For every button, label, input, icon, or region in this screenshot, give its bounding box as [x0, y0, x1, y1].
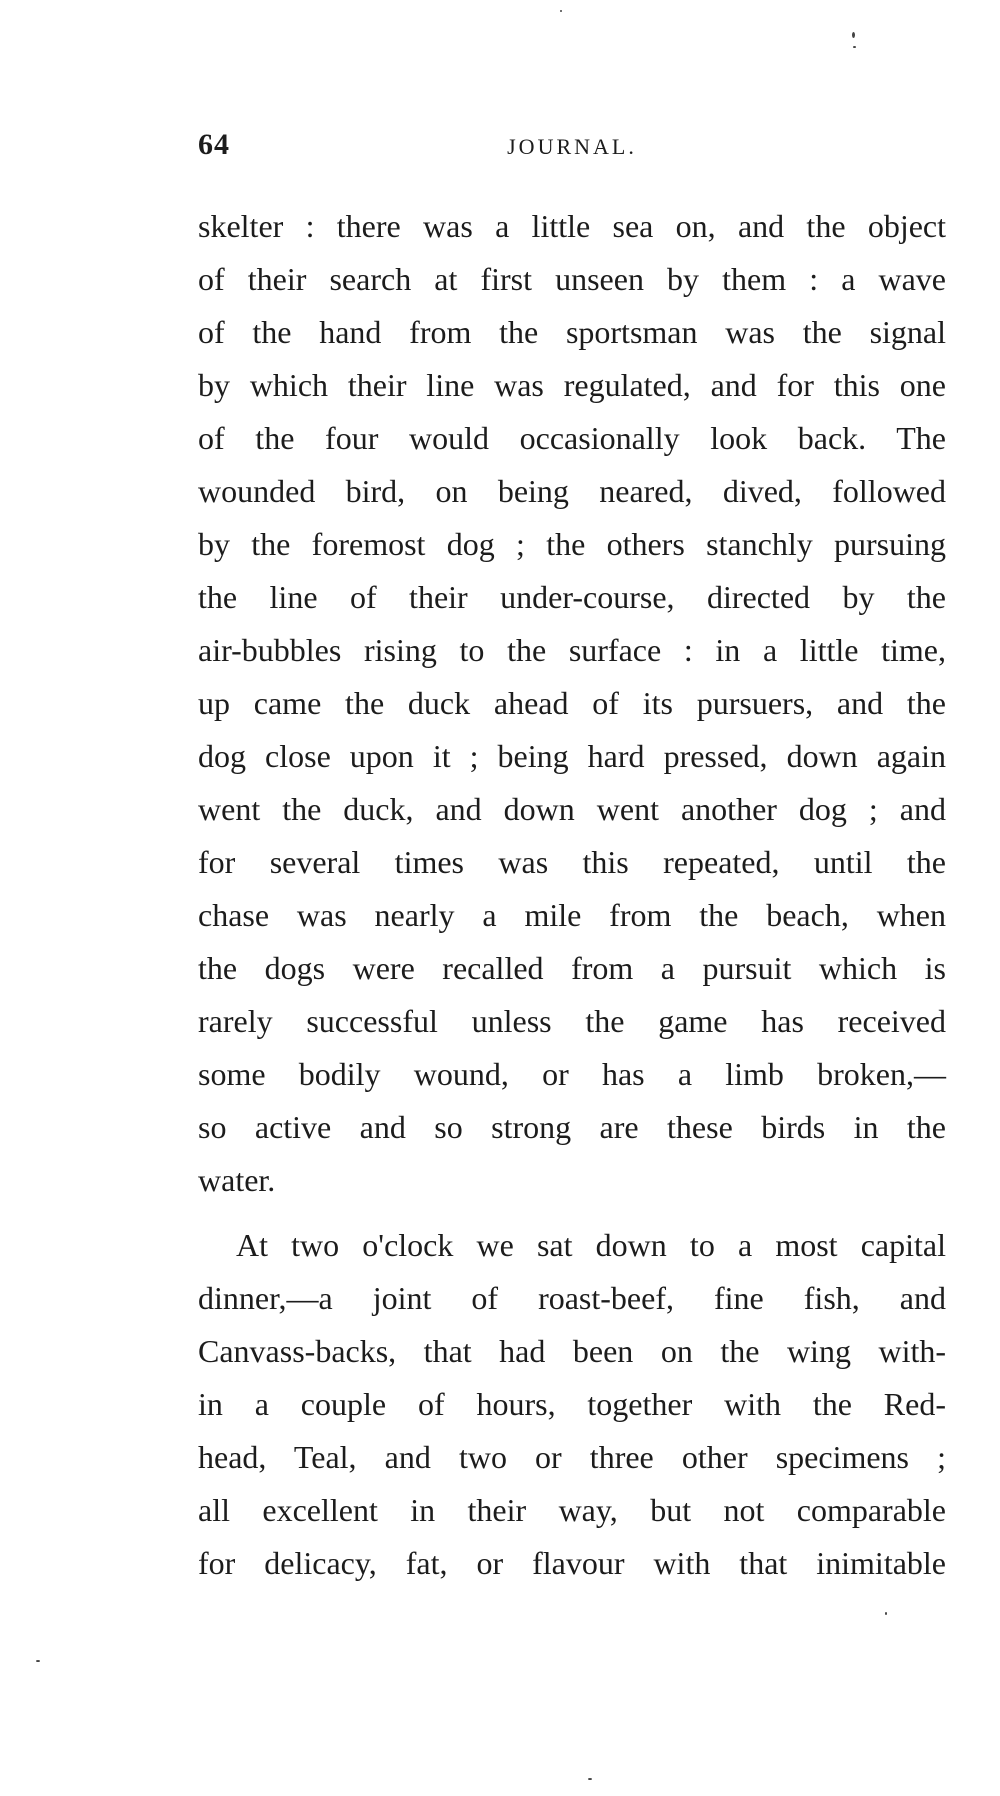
scan-speck	[588, 1778, 592, 1780]
text-line: At two o'clock we sat down to a most capital	[236, 1227, 946, 1263]
text-line: chase was nearly a mile from the beach, when	[198, 897, 946, 933]
scan-speck	[36, 1660, 40, 1662]
paragraph-2	[198, 1219, 946, 1590]
paragraph-1	[198, 200, 946, 1207]
text-line: by which their line was regulated, and for this one	[198, 367, 946, 403]
text-line: in a couple of hours, together with the Red-	[198, 1386, 946, 1422]
page-number: 64	[198, 128, 230, 161]
text-line: for several times was this repeated, until the	[198, 844, 946, 880]
text-line: Canvass-backs, that had been on the wing with-	[198, 1333, 946, 1369]
text-line: went the duck, and down went another dog ; and	[198, 791, 946, 827]
text-line: dog close upon it ; being hard pressed, down again	[198, 738, 946, 774]
text-line: for delicacy, fat, or flavour with that inimitable	[198, 1545, 946, 1581]
page-body	[198, 200, 946, 1590]
text-line: of the four would occasionally look back. The	[198, 420, 946, 456]
scan-speck	[885, 1612, 887, 1615]
scan-speck	[853, 46, 856, 48]
scan-speck	[852, 32, 855, 38]
text-line: rarely successful unless the game has received	[198, 1003, 946, 1039]
text-line: dinner,—a joint of roast-beef, fine fish, and	[198, 1280, 946, 1316]
text-line: of the hand from the sportsman was the signal	[198, 314, 946, 350]
text-line: the line of their under-course, directed by the	[198, 579, 946, 615]
text-line: water.	[198, 1162, 276, 1198]
text-line: wounded bird, on being neared, dived, followed	[198, 473, 946, 509]
text-line: by the foremost dog ; the others stanchly pursuing	[198, 526, 946, 562]
text-line: head, Teal, and two or three other specimens ;	[198, 1439, 946, 1475]
page-header	[198, 128, 946, 168]
text-line: all excellent in their way, but not comparable	[198, 1492, 946, 1528]
running-head: JOURNAL.	[507, 134, 637, 159]
text-line: the dogs were recalled from a pursuit which is	[198, 950, 946, 986]
text-line: of their search at first unseen by them : a wave	[198, 261, 946, 297]
text-line: so active and so strong are these birds in the	[198, 1109, 946, 1145]
text-line: up came the duck ahead of its pursuers, and the	[198, 685, 946, 721]
scan-speck	[560, 10, 562, 12]
paragraph-gap	[198, 1207, 946, 1219]
text-line: air-bubbles rising to the surface : in a little time,	[198, 632, 946, 668]
text-line: skelter : there was a little sea on, and the object	[198, 208, 946, 244]
text-line: some bodily wound, or has a limb broken,—	[198, 1056, 946, 1092]
